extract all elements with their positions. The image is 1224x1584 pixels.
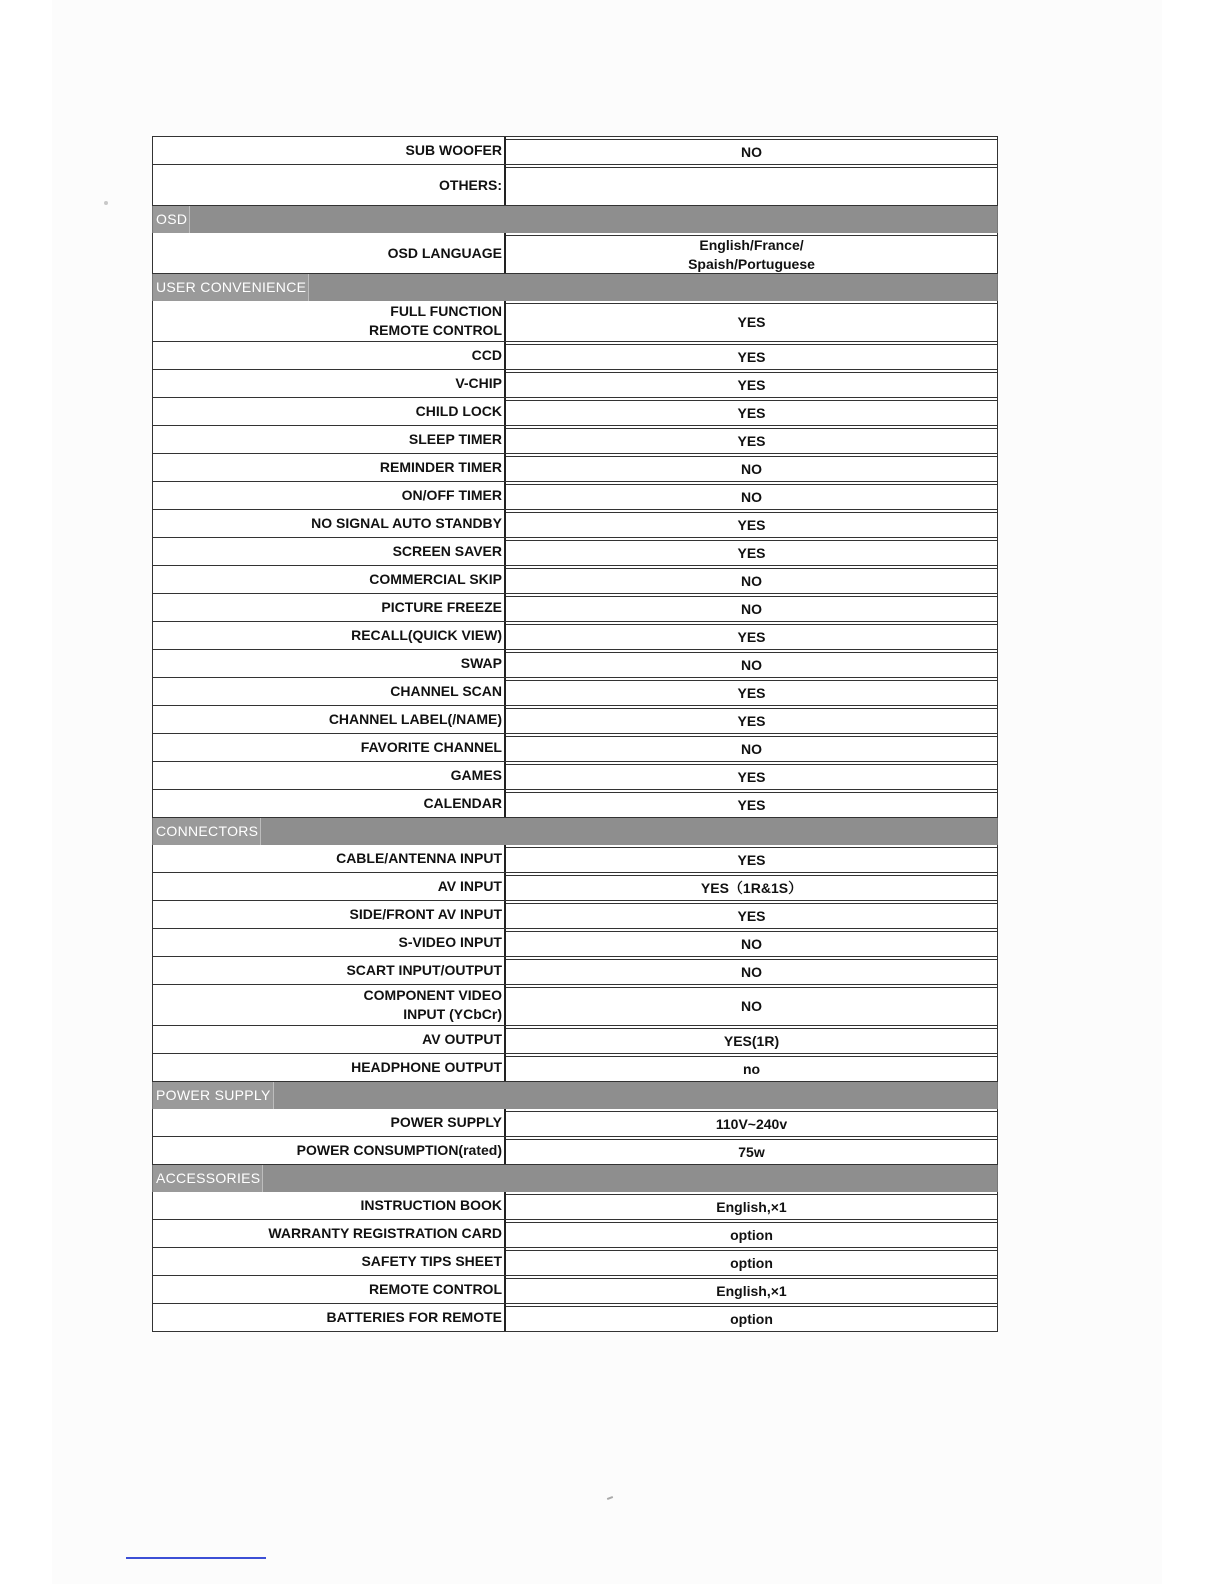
row-value: option: [506, 1222, 997, 1247]
row-label: CHILD LOCK: [153, 398, 506, 425]
row-value: YES: [506, 903, 997, 928]
table-row: [152, 1026, 998, 1054]
table-row: [152, 426, 998, 454]
row-value: English,×1: [506, 1278, 997, 1303]
row-label: BATTERIES FOR REMOTE: [153, 1304, 506, 1331]
table-row: [152, 370, 998, 398]
row-label: CCD: [153, 342, 506, 369]
row-value: English/France/ Spaish/Portuguese: [506, 235, 997, 273]
row-label: AV INPUT: [153, 873, 506, 900]
row-value: NO: [506, 484, 997, 509]
row-label: COMMERCIAL SKIP: [153, 566, 506, 593]
row-value: NO: [506, 736, 997, 761]
row-label: NO SIGNAL AUTO STANDBY: [153, 510, 506, 537]
scan-speck: [104, 201, 108, 205]
table-row: [152, 790, 998, 818]
table-row: [152, 734, 998, 762]
section-title: CONNECTORS: [153, 818, 261, 845]
row-value: YES: [506, 512, 997, 537]
section-header: [152, 1082, 998, 1109]
row-value: NO: [506, 959, 997, 984]
row-value: 110V~240v: [506, 1111, 997, 1136]
row-label: FULL FUNCTION REMOTE CONTROL: [153, 301, 506, 341]
section-title: OSD: [153, 206, 190, 233]
table-row: [152, 901, 998, 929]
row-label: SAFETY TIPS SHEET: [153, 1248, 506, 1275]
table-row: [152, 678, 998, 706]
row-label: GAMES: [153, 762, 506, 789]
section-title: POWER SUPPLY: [153, 1082, 274, 1109]
row-value: YES(1R): [506, 1028, 997, 1053]
row-value: YES: [506, 428, 997, 453]
table-row: [152, 873, 998, 901]
row-value: YES: [506, 400, 997, 425]
row-value: NO: [506, 987, 997, 1025]
row-label: CHANNEL SCAN: [153, 678, 506, 705]
row-value: NO: [506, 568, 997, 593]
row-value: YES: [506, 303, 997, 341]
section-header: [152, 1165, 998, 1192]
table-row: [152, 594, 998, 622]
row-label: SCREEN SAVER: [153, 538, 506, 565]
table-row: [152, 1192, 998, 1220]
row-value: NO: [506, 931, 997, 956]
table-row: [152, 706, 998, 734]
row-label: CALENDAR: [153, 790, 506, 817]
table-row: [152, 650, 998, 678]
table-row: [152, 929, 998, 957]
table-row: [152, 510, 998, 538]
section-title: ACCESSORIES: [153, 1165, 263, 1192]
row-label: RECALL(QUICK VIEW): [153, 622, 506, 649]
row-label: CHANNEL LABEL(/NAME): [153, 706, 506, 733]
row-value: YES: [506, 847, 997, 872]
row-value: NO: [506, 652, 997, 677]
row-value: NO: [506, 139, 997, 164]
table-row: [152, 398, 998, 426]
table-row: [152, 622, 998, 650]
row-value: [506, 167, 997, 205]
row-label: SCART INPUT/OUTPUT: [153, 957, 506, 984]
section-header: [152, 274, 998, 301]
table-row: [152, 342, 998, 370]
table-row: [152, 762, 998, 790]
row-value: YES: [506, 708, 997, 733]
row-label: POWER CONSUMPTION(rated): [153, 1137, 506, 1164]
table-row: [152, 1220, 998, 1248]
row-label: FAVORITE CHANNEL: [153, 734, 506, 761]
row-label: SUB WOOFER: [153, 137, 506, 164]
row-label: OSD LANGUAGE: [153, 233, 506, 273]
underline-mark: [126, 1557, 266, 1559]
row-value: YES: [506, 540, 997, 565]
row-value: option: [506, 1306, 997, 1331]
row-value: no: [506, 1056, 997, 1081]
table-row: [152, 1109, 998, 1137]
row-label: HEADPHONE OUTPUT: [153, 1054, 506, 1081]
row-label: CABLE/ANTENNA INPUT: [153, 845, 506, 872]
row-value: English,×1: [506, 1194, 997, 1219]
spec-table: [152, 136, 998, 1332]
row-label: COMPONENT VIDEO INPUT (YCbCr): [153, 985, 506, 1025]
table-row: [152, 454, 998, 482]
row-label: INSTRUCTION BOOK: [153, 1192, 506, 1219]
row-value: YES: [506, 624, 997, 649]
row-label: REMOTE CONTROL: [153, 1276, 506, 1303]
row-label: PICTURE FREEZE: [153, 594, 506, 621]
table-row: [152, 233, 998, 274]
row-label: SIDE/FRONT AV INPUT: [153, 901, 506, 928]
table-row: [152, 1276, 998, 1304]
row-label: SLEEP TIMER: [153, 426, 506, 453]
table-row: [152, 1304, 998, 1332]
table-row: [152, 301, 998, 342]
table-row: [152, 985, 998, 1026]
table-row: [152, 482, 998, 510]
table-row: [152, 957, 998, 985]
row-value: YES: [506, 764, 997, 789]
row-value: YES: [506, 344, 997, 369]
row-value: NO: [506, 456, 997, 481]
row-label: V-CHIP: [153, 370, 506, 397]
row-value: YES（1R&1S）: [506, 875, 997, 900]
table-row: [152, 1054, 998, 1082]
row-value: YES: [506, 680, 997, 705]
table-row: [152, 165, 998, 206]
row-label: AV OUTPUT: [153, 1026, 506, 1053]
row-label: REMINDER TIMER: [153, 454, 506, 481]
table-row: [152, 1248, 998, 1276]
row-value: option: [506, 1250, 997, 1275]
row-value: YES: [506, 792, 997, 817]
table-row: [152, 136, 998, 165]
row-value: 75w: [506, 1139, 997, 1164]
table-row: [152, 538, 998, 566]
row-value: NO: [506, 596, 997, 621]
row-label: SWAP: [153, 650, 506, 677]
section-title: USER CONVENIENCE: [153, 274, 309, 301]
table-row: [152, 566, 998, 594]
section-header: [152, 818, 998, 845]
row-label: OTHERS:: [153, 165, 506, 205]
row-label: ON/OFF TIMER: [153, 482, 506, 509]
section-header: [152, 206, 998, 233]
row-value: YES: [506, 372, 997, 397]
row-label: POWER SUPPLY: [153, 1109, 506, 1136]
row-label: WARRANTY REGISTRATION CARD: [153, 1220, 506, 1247]
table-row: [152, 845, 998, 873]
table-row: [152, 1137, 998, 1165]
row-label: S-VIDEO INPUT: [153, 929, 506, 956]
